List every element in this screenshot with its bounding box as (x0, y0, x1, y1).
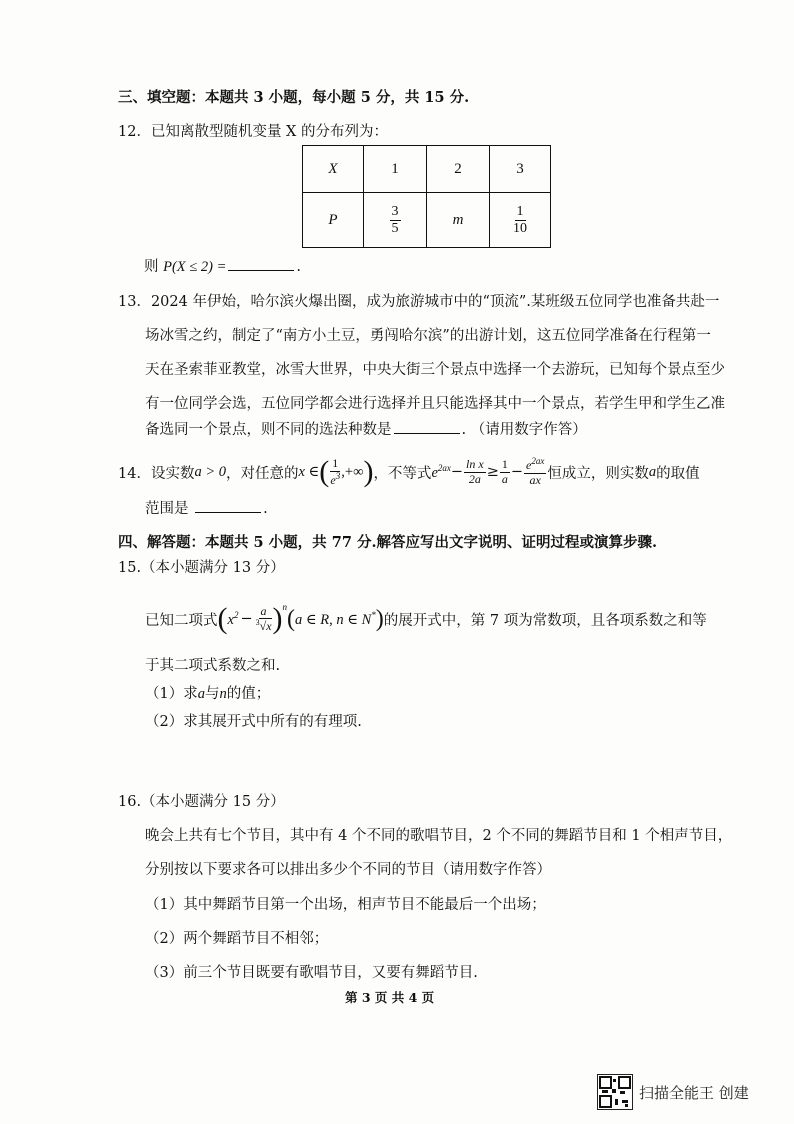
open-paren: ( (319, 455, 330, 488)
q13-line: 有一位同学会选，五位同学都会进行选择并且只能选择其中一个景点，若学生甲和学生乙准 (145, 396, 725, 412)
q12-ask-prefix: 则 (144, 259, 164, 275)
geq-sign: ≥ (486, 464, 499, 480)
exponent: 3 (335, 470, 341, 481)
fraction-numerator: 1 (332, 456, 339, 471)
q15-cond (295, 610, 376, 629)
q14-mid1: ，对任意的 (226, 465, 299, 482)
q16-sub3: （3）前三个节目既要有歌唱节目，又要有舞蹈节目. (145, 965, 478, 981)
close-paren: ) (363, 455, 374, 488)
fraction-denominator: 2a (468, 471, 481, 486)
fraction-numerator: ln x (466, 457, 484, 472)
fraction-denominator: ax (529, 472, 541, 487)
table-row-x (303, 146, 551, 193)
q15-line1 (145, 598, 707, 640)
reciprocal-fraction (500, 458, 510, 485)
q15-sub2: （2）求其展开式中所有的有理项. (145, 714, 362, 730)
q15-sub1 (145, 682, 270, 703)
q14-x-in: x ∈ (298, 463, 320, 480)
outer-exponent: n (282, 602, 288, 612)
watermark-text: 扫描全能王 创建 (639, 1084, 749, 1102)
q14-line2-text: 范围是 (145, 501, 189, 517)
q16-sub2: （2）两个舞蹈节目不相邻； (145, 931, 329, 947)
fraction-denominator: a (501, 471, 508, 486)
qr-code-icon (597, 1074, 633, 1110)
fraction-numerator (524, 457, 546, 473)
q14-line2 (145, 497, 268, 518)
q13-line: 13．2024 年伊始，哈尔滨火爆出圈，成为旅游城市中的“顶流”.某班级五位同学也准备共赴一 (118, 294, 720, 310)
root-fraction (256, 605, 272, 633)
ln-fraction (464, 458, 486, 485)
e-base: e (330, 472, 336, 487)
fraction-denominator: 10 (513, 220, 527, 236)
q16-sub1: （1）其中舞蹈节目第一个出场，相声节目不能最后一个出场； (145, 897, 546, 913)
q15-sub1-post: 的值； (226, 686, 271, 702)
table-cell: X (303, 146, 364, 193)
minus-sign: − (510, 464, 524, 480)
e-base: e (526, 458, 532, 473)
q14-line2-end: . (263, 501, 268, 517)
section-3-heading: 三、填空题：本题共 3 小题，每小题 5 分，共 15 分. (118, 89, 470, 106)
var-a: a (648, 463, 657, 480)
table-cell-fraction (364, 193, 427, 248)
root-index: 3 (255, 618, 260, 627)
fraction-numerator: 1 (516, 204, 524, 220)
table-cell-fraction (490, 193, 551, 248)
q12-ask (144, 255, 301, 276)
exponent: 2ax (531, 456, 545, 467)
q15-title: 15.（本小题满分 13 分） (118, 560, 285, 576)
exponent: 2 (233, 609, 239, 620)
q16-title: 16.（本小题满分 15 分） (118, 794, 285, 810)
minus-sign: − (450, 464, 464, 480)
var-n: n (219, 686, 227, 702)
q14-pre: 14．设实数 (118, 465, 195, 482)
exp-fraction (524, 457, 546, 486)
q15-post: 的展开式中，第 7 项为常数项，且各项系数之和等 (383, 612, 707, 629)
table-cell: m (427, 193, 490, 248)
q15-pre: 已知二项式 (145, 612, 218, 629)
close-paren: ) (272, 602, 283, 635)
fraction-numerator: 1 (501, 457, 508, 472)
x-base: x (227, 611, 234, 628)
root-argument: x (266, 619, 272, 633)
var-a: a (197, 686, 205, 702)
q14-tail2: 的取值 (656, 465, 700, 482)
q16-line: 晚会上共有七个节目，其中有 4 个不同的歌唱节目，2 个不同的舞蹈节目和 1 个相声节目， (145, 828, 733, 844)
q13-line5-text: 备选同一个景点，则不同的选法种数是 (145, 422, 392, 438)
open-paren: ( (217, 602, 228, 635)
exp-term (431, 463, 450, 482)
star: * (371, 609, 376, 620)
q15-line2: 于其二项式系数之和. (145, 658, 281, 674)
answer-blank[interactable] (228, 269, 294, 271)
q12-ask-expr: P(X ≤ 2) = (163, 259, 227, 275)
q14-cond: a > 0 (194, 463, 226, 480)
exponent: 2ax (437, 462, 451, 473)
interval-end: ,+∞ (341, 463, 364, 480)
fraction-denominator: $^3$√x (255, 618, 272, 633)
e-base: e (431, 464, 438, 481)
q13-line5-note: . （请用数字作答） (461, 422, 587, 438)
fraction-denominator: 5 (391, 220, 399, 236)
interval-start-fraction (330, 457, 340, 486)
table-row-p (303, 193, 551, 248)
fraction-numerator: 3 (391, 204, 399, 220)
q13-line-last (145, 418, 587, 439)
cond-text: a ∈ R, n ∈ N (295, 611, 372, 628)
q13-line: 场冰雪之约，制定了“南方小土豆，勇闯哈尔滨”的出游计划，这五位同学准备在行程第一 (145, 328, 711, 344)
q12-stem: 12．已知离散型随机变量 X 的分布列为： (118, 124, 388, 140)
q15-sub1-pre: （1）求 (145, 686, 198, 702)
q16-line: 分别按以下要求各可以排出多少个不同的节目（请用数字作答） (145, 862, 551, 878)
minus-sign: − (240, 611, 253, 627)
x-squared (228, 610, 239, 629)
close-paren: ) (375, 606, 384, 632)
q14-mid2: ，不等式 (373, 465, 432, 482)
open-paren: ( (287, 606, 296, 632)
answer-blank[interactable] (195, 511, 261, 513)
q14-tail: 恒成立，则实数 (547, 465, 649, 482)
table-cell: 1 (364, 146, 427, 193)
fraction-denominator (330, 472, 340, 487)
section-4-heading: 四、解答题：本题共 5 小题，共 77 分.解答应写出文字说明、证明过程或演算步骤. (118, 534, 658, 551)
q13-line: 天在圣索菲亚教堂，冰雪大世界，中央大街三个景点中选择一个去游玩，已知每个景点至少 (145, 362, 725, 378)
q12-ask-suffix: . (296, 259, 301, 275)
fraction-numerator: a (260, 603, 267, 618)
page-number: 第 3 页 共 4 页 (345, 990, 435, 1005)
q15-sub1-mid: 与 (204, 686, 220, 702)
answer-blank[interactable] (394, 432, 460, 434)
table-cell: 2 (427, 146, 490, 193)
table-cell: P (303, 193, 364, 248)
distribution-table (302, 145, 551, 248)
table-cell: 3 (490, 146, 551, 193)
q14-line1 (118, 452, 700, 492)
